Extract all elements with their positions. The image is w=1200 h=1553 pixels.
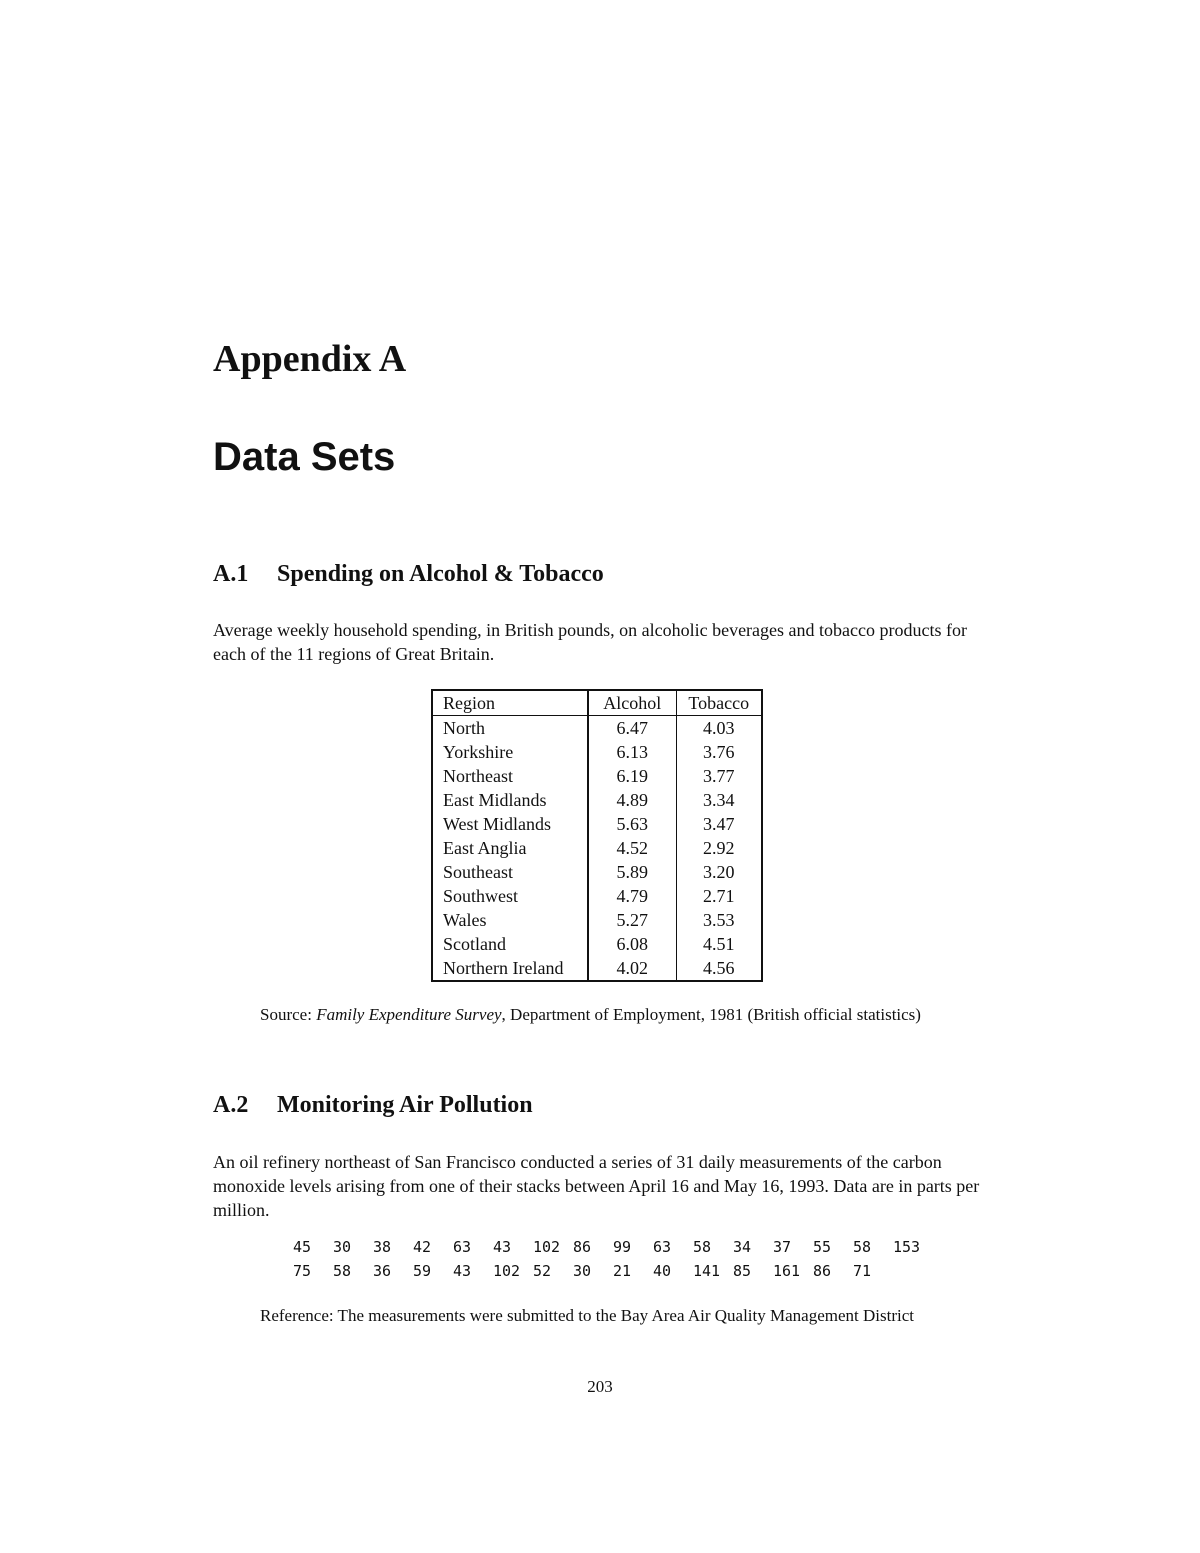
section-number: A.1 — [213, 561, 249, 587]
measurement-value: 63 — [453, 1238, 472, 1256]
cell-alcohol: 4.89 — [588, 788, 676, 812]
spending-table — [431, 689, 763, 982]
measurement-value: 153 — [893, 1238, 921, 1256]
section-title: Spending on Alcohol & Tobacco — [277, 561, 604, 587]
table-row — [432, 764, 762, 788]
table-header-row — [432, 690, 762, 716]
table-row — [432, 860, 762, 884]
cell-region: East Midlands — [432, 788, 588, 812]
measurement-value: 86 — [573, 1238, 592, 1256]
cell-alcohol: 5.89 — [588, 860, 676, 884]
cell-alcohol: 6.13 — [588, 740, 676, 764]
measurement-value: 58 — [693, 1238, 712, 1256]
measurement-value: 86 — [813, 1262, 832, 1280]
column-header-tobacco: Tobacco — [676, 690, 762, 716]
measurement-value: 43 — [493, 1238, 512, 1256]
source-suffix: , Department of Employment, 1981 (British official statistics) — [501, 1005, 921, 1024]
cell-alcohol: 4.79 — [588, 884, 676, 908]
measurement-value: 55 — [813, 1238, 832, 1256]
table-row — [432, 716, 762, 741]
measurement-value: 58 — [853, 1238, 872, 1256]
measurement-value: 102 — [533, 1238, 561, 1256]
cell-alcohol: 5.63 — [588, 812, 676, 836]
measurement-value: 52 — [533, 1262, 552, 1280]
measurement-value: 30 — [573, 1262, 592, 1280]
cell-region: Yorkshire — [432, 740, 588, 764]
cell-region: West Midlands — [432, 812, 588, 836]
cell-tobacco: 3.34 — [703, 790, 735, 810]
measurement-row — [293, 1259, 933, 1283]
cell-alcohol: 5.27 — [588, 908, 676, 932]
cell-alcohol: 4.02 — [588, 956, 676, 981]
cell-tobacco: 3.77 — [703, 766, 735, 786]
chapter-title: Data Sets — [213, 435, 396, 479]
measurement-value: 58 — [333, 1262, 352, 1280]
cell-region: East Anglia — [432, 836, 588, 860]
cell-region: Northern Ireland — [432, 956, 588, 981]
measurement-value: 75 — [293, 1262, 312, 1280]
measurement-value: 34 — [733, 1238, 752, 1256]
measurement-value: 43 — [453, 1262, 472, 1280]
measurement-value: 59 — [413, 1262, 432, 1280]
cell-tobacco: 4.51 — [703, 934, 735, 954]
table-body — [432, 716, 762, 982]
cell-region: Scotland — [432, 932, 588, 956]
source-prefix: Source: — [260, 1005, 317, 1024]
reference-note: Reference: The measurements were submitted to the Bay Area Air Quality Management District — [260, 1306, 914, 1325]
cell-tobacco: 2.71 — [703, 886, 735, 906]
measurement-value: 40 — [653, 1262, 672, 1280]
cell-tobacco: 2.92 — [703, 838, 735, 858]
source-title: Family Expenditure Survey — [316, 1005, 502, 1024]
column-header-region: Region — [432, 690, 588, 716]
cell-region: Northeast — [432, 764, 588, 788]
table-row — [432, 740, 762, 764]
cell-tobacco: 3.20 — [703, 862, 735, 882]
measurement-value: 42 — [413, 1238, 432, 1256]
cell-region: Southeast — [432, 860, 588, 884]
section-heading-a1 — [213, 559, 604, 589]
section-intro-paragraph: An oil refinery northeast of San Francisco conducted a series of 31 daily measurements of the carbon monoxide levels arising from one of their stacks between April 16 and May 16, 1993. Data are in parts per million. — [213, 1152, 980, 1220]
measurement-value: 71 — [853, 1262, 872, 1280]
cell-tobacco: 3.53 — [703, 910, 735, 930]
measurement-value: 37 — [773, 1238, 792, 1256]
cell-region: Southwest — [432, 884, 588, 908]
cell-tobacco: 4.56 — [703, 958, 735, 978]
table-row — [432, 836, 762, 860]
measurement-value: 102 — [493, 1262, 521, 1280]
cell-region: North — [432, 716, 588, 741]
page-number: 203 — [587, 1377, 613, 1396]
cell-tobacco: 4.03 — [703, 718, 735, 738]
measurement-value: 38 — [373, 1238, 392, 1256]
table-row — [432, 788, 762, 812]
measurement-row — [293, 1235, 933, 1259]
measurement-value: 63 — [653, 1238, 672, 1256]
section-heading-a2 — [213, 1090, 533, 1120]
table-row — [432, 956, 762, 981]
cell-region: Wales — [432, 908, 588, 932]
section-title: Monitoring Air Pollution — [277, 1092, 533, 1118]
source-note — [260, 1004, 960, 1026]
appendix-label: Appendix A — [213, 338, 407, 380]
measurement-value: 21 — [613, 1262, 632, 1280]
measurement-value: 161 — [773, 1262, 801, 1280]
measurement-value: 85 — [733, 1262, 752, 1280]
measurement-value: 99 — [613, 1238, 632, 1256]
measurement-value: 36 — [373, 1262, 392, 1280]
cell-alcohol: 6.47 — [588, 716, 676, 741]
table-row — [432, 908, 762, 932]
table-row — [432, 932, 762, 956]
cell-alcohol: 6.19 — [588, 764, 676, 788]
measurement-value: 30 — [333, 1238, 352, 1256]
cell-alcohol: 6.08 — [588, 932, 676, 956]
measurement-values — [293, 1235, 933, 1283]
measurement-value: 45 — [293, 1238, 312, 1256]
table-row — [432, 884, 762, 908]
cell-alcohol: 4.52 — [588, 836, 676, 860]
section-intro-paragraph: Average weekly household spending, in British pounds, on alcoholic beverages and tobacco products for each of the 11 regions of Great Britain. — [213, 620, 967, 664]
section-number: A.2 — [213, 1092, 249, 1118]
cell-tobacco: 3.47 — [703, 814, 735, 834]
table-row — [432, 812, 762, 836]
cell-tobacco: 3.76 — [703, 742, 735, 762]
measurement-value: 141 — [693, 1262, 721, 1280]
column-header-alcohol: Alcohol — [588, 690, 676, 716]
